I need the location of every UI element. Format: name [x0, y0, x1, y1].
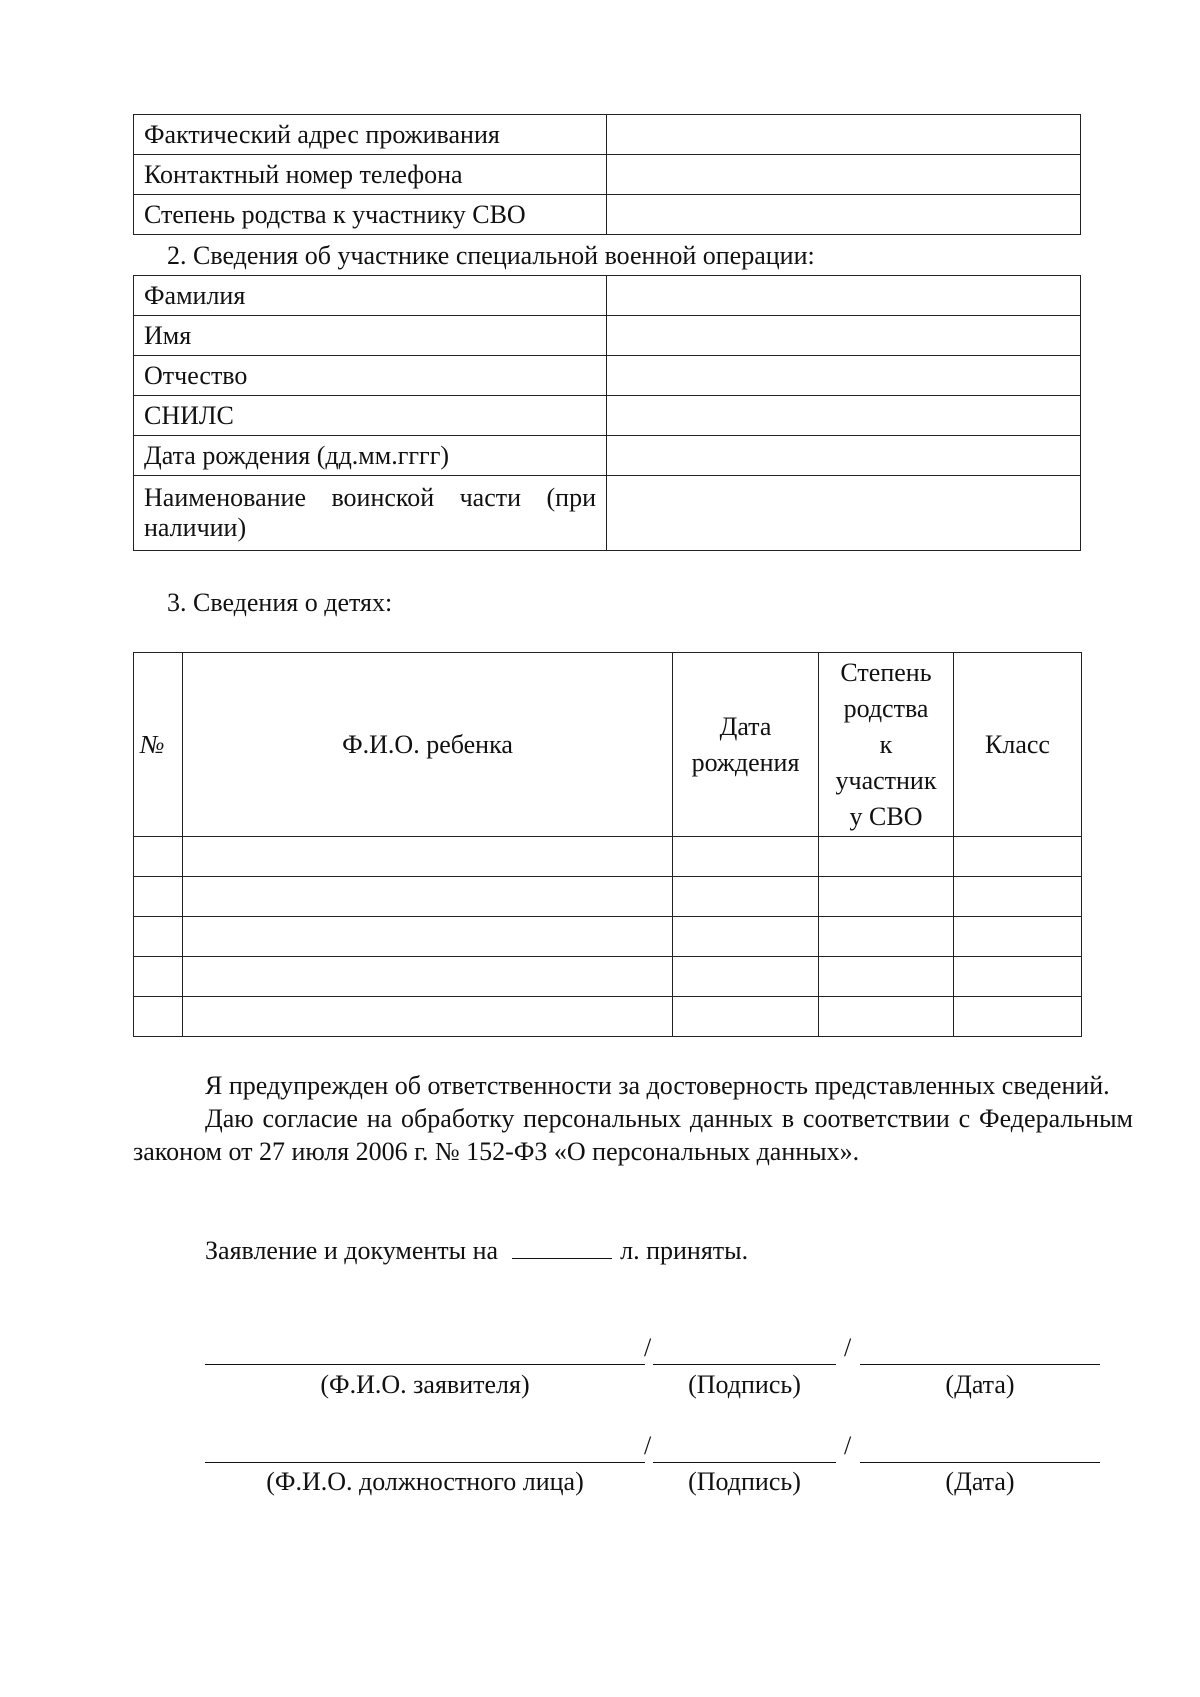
table-row	[134, 155, 1081, 195]
col-header-birth-line1: Дата	[719, 711, 772, 741]
child-grade-cell[interactable]	[954, 877, 1082, 917]
child-name-cell[interactable]	[183, 917, 673, 957]
official-signature-line[interactable]	[653, 1462, 836, 1463]
col-header-relation-line1: Степень	[840, 657, 932, 687]
phone-label: Контактный номер телефона	[134, 155, 607, 195]
section-3-heading: 3. Сведения о детях:	[167, 588, 393, 617]
applicant-name-caption: (Ф.И.О. заявителя)	[320, 1370, 530, 1399]
acceptance-prefix: Заявление и документы на	[205, 1236, 499, 1265]
table-row	[134, 837, 1082, 877]
child-birth-cell[interactable]	[673, 997, 819, 1037]
col-header-relation-line4: участник	[835, 765, 937, 795]
separator-slash: /	[844, 1431, 852, 1460]
table-row	[134, 957, 1082, 997]
child-name-cell[interactable]	[183, 837, 673, 877]
acceptance-line	[205, 1234, 748, 1267]
patronymic-field[interactable]	[607, 356, 1081, 396]
col-header-relation-line5: у СВО	[849, 801, 923, 831]
child-grade-cell[interactable]	[954, 957, 1082, 997]
snils-field[interactable]	[607, 396, 1081, 436]
child-name-cell[interactable]	[183, 957, 673, 997]
child-grade-cell[interactable]	[954, 917, 1082, 957]
address-label: Фактический адрес проживания	[134, 115, 607, 155]
official-name-caption: (Ф.И.О. должностного лица)	[266, 1467, 584, 1496]
col-header-birth-date	[673, 653, 819, 837]
official-signature-caption: (Подпись)	[688, 1467, 801, 1496]
official-date-caption: (Дата)	[945, 1467, 1015, 1496]
table-row	[134, 997, 1082, 1037]
acceptance-suffix: л. приняты.	[620, 1236, 749, 1265]
statements-block	[133, 1069, 1133, 1168]
address-field[interactable]	[607, 115, 1081, 155]
table-row	[134, 276, 1081, 316]
child-grade-cell[interactable]	[954, 997, 1082, 1037]
first-name-label: Имя	[134, 316, 607, 356]
child-relation-cell[interactable]	[819, 957, 954, 997]
applicant-date-line[interactable]	[860, 1364, 1100, 1365]
table-row	[134, 316, 1081, 356]
applicant-info-table	[133, 114, 1081, 235]
snils-label: СНИЛС	[134, 396, 607, 436]
child-birth-cell[interactable]	[673, 837, 819, 877]
child-number-cell[interactable]	[134, 957, 183, 997]
children-table	[133, 652, 1082, 1037]
section-2-heading: 2. Сведения об участнике специальной военной операции:	[167, 241, 815, 270]
child-birth-cell[interactable]	[673, 957, 819, 997]
separator-slash: /	[644, 1431, 652, 1460]
table-row	[134, 436, 1081, 476]
col-header-birth-line2: рождения	[691, 747, 800, 777]
official-name-line[interactable]	[205, 1462, 645, 1463]
table-row	[134, 476, 1081, 551]
applicant-date-caption: (Дата)	[945, 1370, 1015, 1399]
col-header-relation-line2: родства	[843, 693, 929, 723]
consent-statement: Даю согласие на обработку персональных данных в соответствии с Федеральным законом от 27 июля 2006 г. № 152-ФЗ «О персональных данных».	[133, 1104, 1133, 1166]
table-header-row	[134, 653, 1082, 837]
participant-info-table	[133, 275, 1081, 551]
responsibility-statement: Я предупрежден об ответственности за достоверность представленных сведений.	[205, 1071, 1110, 1100]
official-date-line[interactable]	[860, 1462, 1100, 1463]
child-relation-cell[interactable]	[819, 837, 954, 877]
applicant-signature-caption: (Подпись)	[688, 1370, 801, 1399]
col-header-number: №	[134, 653, 183, 837]
surname-label: Фамилия	[134, 276, 607, 316]
col-header-relation-line3: к	[879, 729, 893, 759]
phone-field[interactable]	[607, 155, 1081, 195]
child-number-cell[interactable]	[134, 917, 183, 957]
child-relation-cell[interactable]	[819, 877, 954, 917]
birth-date-field[interactable]	[607, 436, 1081, 476]
table-row	[134, 115, 1081, 155]
surname-field[interactable]	[607, 276, 1081, 316]
patronymic-label: Отчество	[134, 356, 607, 396]
separator-slash: /	[644, 1333, 652, 1362]
col-header-child-name: Ф.И.О. ребенка	[183, 653, 673, 837]
pages-count-field[interactable]	[512, 1234, 612, 1259]
applicant-name-line[interactable]	[205, 1364, 645, 1365]
relation-field[interactable]	[607, 195, 1081, 235]
table-row	[134, 877, 1082, 917]
child-grade-cell[interactable]	[954, 837, 1082, 877]
first-name-field[interactable]	[607, 316, 1081, 356]
child-birth-cell[interactable]	[673, 917, 819, 957]
table-row	[134, 356, 1081, 396]
child-relation-cell[interactable]	[819, 917, 954, 957]
military-unit-field[interactable]	[607, 476, 1081, 551]
relation-label: Степень родства к участнику СВО	[134, 195, 607, 235]
birth-date-label: Дата рождения (дд.мм.гггг)	[134, 436, 607, 476]
col-header-relation	[819, 653, 954, 837]
child-birth-cell[interactable]	[673, 877, 819, 917]
child-name-cell[interactable]	[183, 997, 673, 1037]
separator-slash: /	[844, 1333, 852, 1362]
table-row	[134, 396, 1081, 436]
military-unit-label: Наименование воинской части (при наличии)	[134, 476, 607, 551]
table-row	[134, 917, 1082, 957]
applicant-signature-line[interactable]	[653, 1364, 836, 1365]
child-name-cell[interactable]	[183, 877, 673, 917]
child-relation-cell[interactable]	[819, 997, 954, 1037]
col-header-grade: Класс	[954, 653, 1082, 837]
child-number-cell[interactable]	[134, 877, 183, 917]
child-number-cell[interactable]	[134, 997, 183, 1037]
table-row	[134, 195, 1081, 235]
child-number-cell[interactable]	[134, 837, 183, 877]
